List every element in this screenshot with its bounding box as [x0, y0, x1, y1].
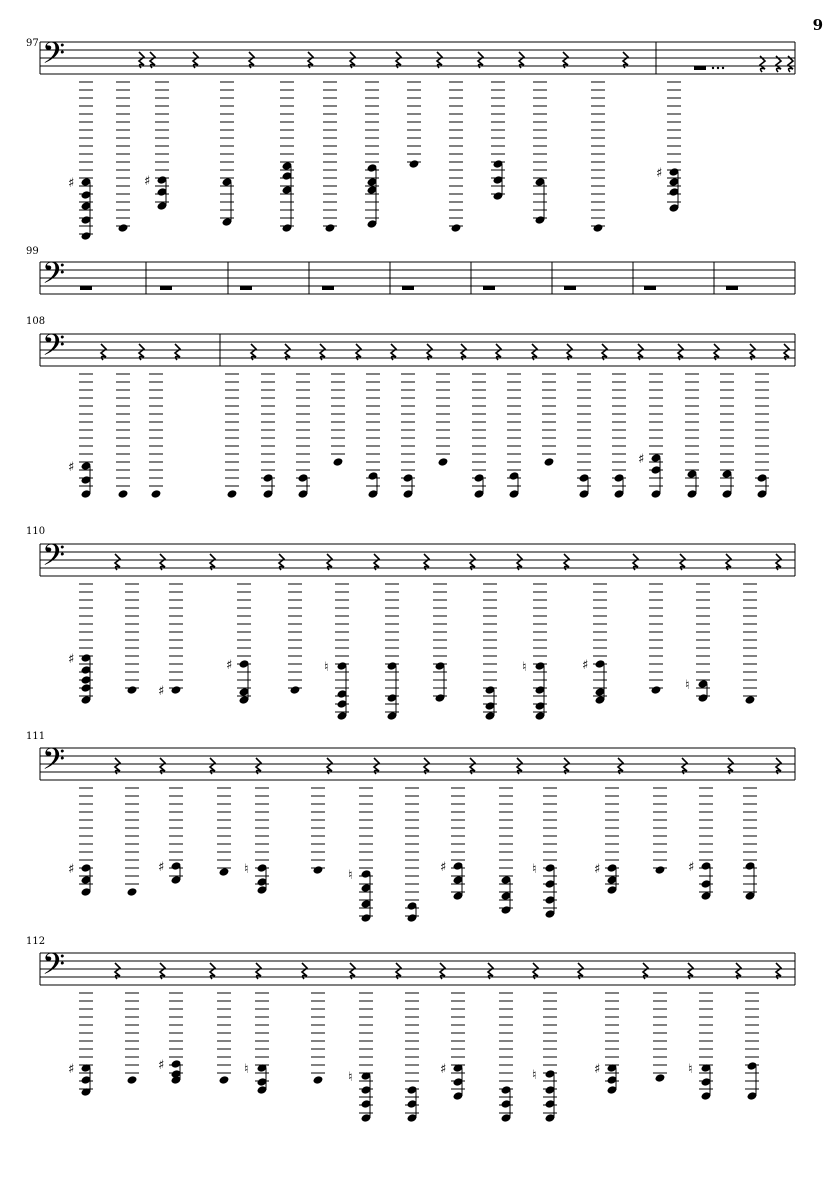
page-number: 9	[812, 16, 823, 34]
notehead	[219, 867, 230, 877]
notehead	[171, 685, 182, 695]
sharp-icon: ♯	[638, 452, 645, 467]
whole-rest	[160, 286, 172, 290]
bass-clef-icon: 𝄢	[42, 539, 66, 580]
notehead	[127, 1075, 138, 1085]
notehead	[313, 865, 324, 875]
measure-number-111: 111	[26, 731, 46, 742]
natural-icon: ♮	[348, 868, 353, 883]
sharp-icon: ♯	[68, 862, 75, 877]
sharp-icon: ♯	[440, 860, 447, 875]
notehead	[409, 159, 420, 169]
dot	[712, 67, 714, 69]
bass-clef-icon: 𝄢	[42, 948, 66, 989]
whole-rest	[240, 286, 252, 290]
sharp-icon: ♯	[594, 1062, 601, 1077]
natural-icon: ♮	[244, 1062, 249, 1077]
notehead	[118, 223, 129, 233]
sharp-icon: ♯	[440, 1062, 447, 1077]
sharp-icon: ♯	[226, 658, 233, 673]
notehead	[313, 1075, 324, 1085]
sharp-icon: ♯	[68, 176, 75, 191]
notehead	[227, 489, 238, 499]
bass-clef-icon: 𝄢	[42, 257, 66, 298]
measure-number-112: 112	[26, 936, 46, 947]
notehead	[151, 489, 162, 499]
natural-icon: ♮	[532, 862, 537, 877]
sharp-icon: ♯	[582, 658, 589, 673]
whole-rest	[483, 286, 495, 290]
natural-icon: ♮	[685, 678, 690, 693]
whole-rest	[80, 286, 92, 290]
natural-icon: ♮	[522, 660, 527, 675]
natural-icon: ♮	[324, 660, 329, 675]
notehead	[127, 685, 138, 695]
whole-rest	[564, 286, 576, 290]
sharp-icon: ♯	[68, 1062, 75, 1077]
measure-number-110: 110	[26, 526, 46, 537]
notehead	[544, 457, 555, 467]
notehead	[655, 865, 666, 875]
notehead	[651, 685, 662, 695]
sharp-icon: ♯	[68, 652, 75, 667]
dot	[717, 67, 719, 69]
notehead	[451, 223, 462, 233]
notehead	[745, 695, 756, 705]
notehead	[325, 223, 336, 233]
notehead	[593, 223, 604, 233]
natural-icon: ♮	[688, 1062, 693, 1077]
bass-clef-icon: 𝄢	[42, 37, 66, 78]
sharp-icon: ♯	[594, 862, 601, 877]
bass-clef-icon: 𝄢	[42, 329, 66, 370]
notehead	[655, 1073, 666, 1083]
whole-rest	[644, 286, 656, 290]
notehead	[438, 457, 449, 467]
sharp-icon: ♯	[656, 166, 663, 181]
whole-rest	[402, 286, 414, 290]
measure-number-99: 99	[26, 246, 39, 257]
notehead	[219, 1075, 230, 1085]
dot	[722, 67, 724, 69]
whole-rest	[694, 66, 706, 70]
sharp-icon: ♯	[144, 174, 151, 189]
notehead	[333, 457, 344, 467]
measure-number-97: 97	[26, 38, 39, 49]
natural-icon: ♮	[244, 862, 249, 877]
sharp-icon: ♯	[158, 684, 165, 699]
whole-rest	[322, 286, 334, 290]
notehead	[118, 489, 129, 499]
whole-rest	[726, 286, 738, 290]
notehead	[290, 685, 301, 695]
measure-number-108: 108	[26, 316, 46, 327]
natural-icon: ♮	[348, 1070, 353, 1085]
notehead	[127, 887, 138, 897]
sharp-icon: ♯	[158, 1058, 165, 1073]
natural-icon: ♮	[532, 1068, 537, 1083]
bass-clef-icon: 𝄢	[42, 743, 66, 784]
sharp-icon: ♯	[68, 460, 75, 475]
sharp-icon: ♯	[158, 860, 165, 875]
sharp-icon: ♯	[688, 860, 695, 875]
